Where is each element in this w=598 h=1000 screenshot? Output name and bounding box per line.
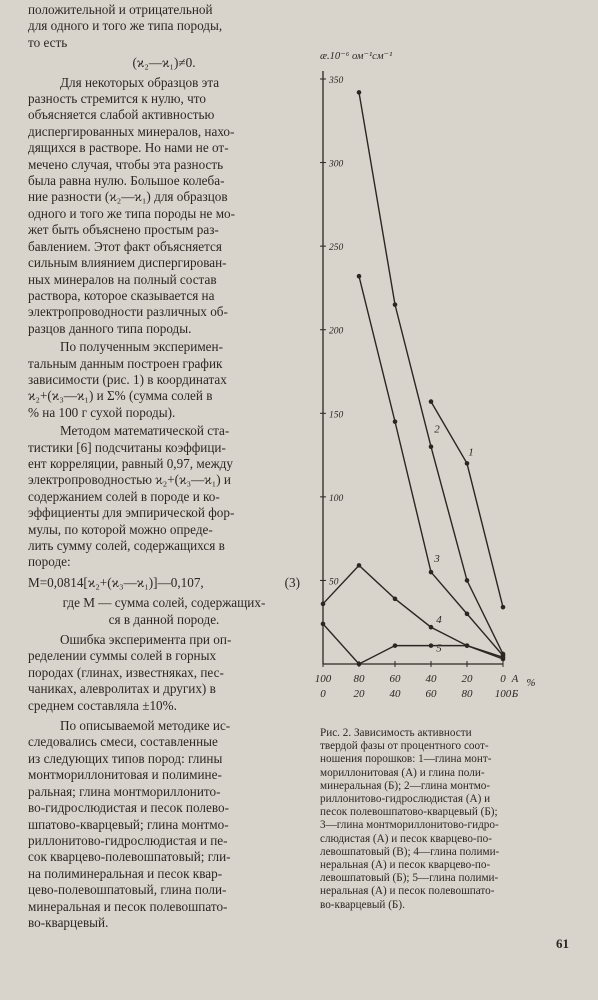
text-line: сок кварцево-полевошпатовый; гли- bbox=[28, 849, 231, 865]
text-line: раствора, которое сказывается на bbox=[28, 287, 215, 303]
series-point-3 bbox=[465, 612, 470, 617]
y-tick-label: 250 bbox=[329, 243, 344, 254]
y-tick-label: 150 bbox=[329, 410, 344, 421]
caption-line: ношения порошков: 1—глина монт- bbox=[320, 753, 492, 766]
text-line: зависимости (рис. 1) в координатах bbox=[28, 371, 227, 387]
text-line: мулы, по которой можно опреде- bbox=[28, 521, 213, 537]
paragraph-1 bbox=[28, 2, 300, 51]
series-point-4 bbox=[429, 625, 434, 630]
caption-line: минеральная (Б); 2—глина монтмо- bbox=[320, 779, 491, 792]
text-line: одного и того же типа породы не мо- bbox=[28, 205, 236, 221]
text-line: цево-полевошпатовый, глина поли- bbox=[28, 882, 227, 898]
caption-line: левошпатовый (Б); 5—глина полими- bbox=[320, 872, 499, 885]
figure-caption bbox=[320, 727, 566, 912]
series-line-5 bbox=[323, 624, 503, 664]
series-point-5 bbox=[321, 622, 326, 627]
figure-2 bbox=[308, 34, 570, 700]
text-line: из следующих типов пород: глины bbox=[28, 750, 223, 766]
series-label-3: 3 bbox=[434, 553, 440, 566]
series-point-3 bbox=[393, 419, 398, 424]
text-line: во-кварцевый. bbox=[28, 914, 109, 930]
formula-2-number: (3) bbox=[284, 574, 300, 590]
caption-line: Рис. 2. Зависимость активности bbox=[320, 727, 472, 739]
series-point-3 bbox=[429, 570, 434, 575]
text-line: ϰ₂+(ϰ₃—ϰ₁) и Σ% (сумма солей в bbox=[28, 388, 213, 404]
series-point-1 bbox=[501, 605, 506, 610]
series-point-5 bbox=[465, 643, 470, 648]
text-line: риллонитово-гидрослюдистая и пе- bbox=[28, 832, 228, 848]
text-line: породах (глинах, известняках, пес- bbox=[28, 664, 224, 680]
activity-chart bbox=[308, 34, 570, 700]
caption-line: неральная (А) и песок кварцево-по- bbox=[320, 859, 491, 872]
series-label-1: 1 bbox=[468, 446, 474, 459]
paragraph-4 bbox=[28, 423, 300, 571]
formula-2 bbox=[28, 575, 300, 591]
text-line: диспергированных минералов, нахо- bbox=[28, 123, 235, 139]
text-line: то есть bbox=[28, 34, 68, 50]
x-tick-label: 80 bbox=[461, 688, 473, 700]
text-line: где M — сумма солей, содержащих- bbox=[62, 595, 266, 611]
series-point-4 bbox=[393, 597, 398, 602]
text-line: мечено случая, чтобы эта разность bbox=[28, 156, 224, 172]
text-line: ределении суммы солей в горных bbox=[28, 648, 217, 664]
series-point-2 bbox=[357, 90, 362, 95]
y-tick-label: 50 bbox=[329, 577, 339, 588]
series-point-5 bbox=[357, 662, 362, 667]
text-line: ральная; глина монтмориллонито- bbox=[28, 783, 221, 799]
paragraph-6 bbox=[28, 632, 300, 714]
series-point-5 bbox=[429, 643, 434, 648]
series-point-5 bbox=[393, 643, 398, 648]
text-line: % на 100 г сухой породы). bbox=[28, 404, 176, 420]
y-tick-label: 350 bbox=[329, 76, 344, 86]
text-line: среднем составляла ±10%. bbox=[28, 697, 177, 713]
caption-line: песок полевошпатово-кварцевый (Б); bbox=[320, 806, 498, 819]
x-tick-label: 20 bbox=[461, 673, 473, 685]
text-line: во-гидрослюдистая и песок полево- bbox=[28, 800, 229, 816]
caption-line: во-кварцевый (Б). bbox=[320, 898, 405, 911]
caption-line: 3—глина монтмориллонитово-гидро- bbox=[320, 819, 499, 832]
paragraph-3 bbox=[28, 339, 300, 421]
series-point-4 bbox=[357, 563, 362, 568]
caption-line: мориллонитовая (А) и глина поли- bbox=[320, 766, 485, 779]
x-tick-label: 0 bbox=[500, 673, 506, 685]
x-tick-label: 80 bbox=[353, 673, 365, 685]
text-line: сильным влиянием диспергирован- bbox=[28, 255, 227, 271]
y-tick-label: 100 bbox=[329, 493, 344, 504]
caption-line: твердой фазы от процентного соот- bbox=[320, 740, 489, 753]
series-label-5: 5 bbox=[436, 642, 442, 655]
text-line: тальным данным построен график bbox=[28, 355, 223, 371]
text-line: ных минералов на полный состав bbox=[28, 271, 217, 287]
text-line: Методом математической ста- bbox=[60, 423, 230, 439]
series-line-1 bbox=[431, 402, 503, 608]
text-line: содержанием солей в породе и ко- bbox=[28, 488, 220, 504]
text-line: ент корреляции, равный 0,97, между bbox=[28, 455, 233, 471]
series-line-3 bbox=[359, 276, 503, 655]
text-line: электропроводностью ϰ₂+(ϰ₃—ϰ₁) и bbox=[28, 472, 231, 488]
x-tick-label: A bbox=[511, 673, 519, 685]
text-line: ся в данной породе. bbox=[108, 611, 220, 627]
x-tick-label: 60 bbox=[425, 688, 437, 700]
formula-1: (ϰ₂—ϰ₁)≠0. bbox=[132, 55, 196, 71]
text-line: бавлением. Этот факт объясняется bbox=[28, 238, 222, 254]
caption-line: слюдистая (А) и песок кварцево-по- bbox=[320, 832, 492, 845]
x-tick-label: 40 bbox=[425, 673, 437, 685]
series-label-2: 2 bbox=[434, 423, 440, 436]
text-line: минеральная и песок полевошпато- bbox=[28, 898, 228, 914]
text-line: шпатово-кварцевый; глина монтмо- bbox=[28, 816, 229, 832]
text-line: тистики [6] подсчитаны коэффици- bbox=[28, 439, 226, 455]
text-line: По описываемой методике ис- bbox=[60, 718, 231, 734]
series-point-2 bbox=[393, 302, 398, 307]
series-label-4: 4 bbox=[436, 614, 442, 627]
text-line: По полученным эксперимен- bbox=[60, 339, 223, 355]
x-tick-label: 0 bbox=[320, 688, 326, 700]
series-point-1 bbox=[429, 399, 434, 404]
x-axis-label: % bbox=[526, 677, 536, 689]
series-point-4 bbox=[321, 602, 326, 607]
text-line: монтмориллонитовая и полимине- bbox=[28, 767, 222, 783]
text-line: дящихся в растворе. Но нами не от- bbox=[28, 140, 229, 156]
text-line: жет быть объяснено простым раз- bbox=[28, 222, 219, 238]
text-line: лить сумму солей, содержащихся в bbox=[28, 538, 225, 553]
formula-2-expression: M=0,0814[ϰ₂+(ϰ₃—ϰ₁)]—0,107, bbox=[28, 574, 204, 590]
x-tick-label: 60 bbox=[389, 673, 401, 685]
x-tick-label: 40 bbox=[389, 688, 401, 700]
text-line: Для некоторых образцов эта bbox=[60, 74, 220, 90]
text-line: следовались смеси, составленные bbox=[28, 734, 218, 750]
series-point-3 bbox=[357, 274, 362, 279]
text-line: положительной и отрицательной bbox=[28, 2, 213, 17]
text-line: на полиминеральная и песок квар- bbox=[28, 865, 223, 881]
y-tick-label: 300 bbox=[329, 159, 344, 170]
text-line: для одного и того же типа породы, bbox=[28, 18, 223, 34]
series-point-1 bbox=[465, 461, 470, 466]
text-line: чаниках, алевролитах и других) в bbox=[28, 681, 216, 697]
body-text-column bbox=[28, 0, 300, 931]
y-axis-label: æ.10⁻⁶ ом⁻¹см⁻¹ bbox=[320, 51, 393, 62]
text-line: породе: bbox=[28, 554, 71, 570]
series-point-2 bbox=[465, 578, 470, 583]
text-line: разцов данного типа породы. bbox=[28, 320, 192, 336]
text-line: электропроводности различных об- bbox=[28, 304, 228, 320]
text-line: разность стремится к нулю, что bbox=[28, 91, 206, 107]
x-tick-label: 100 bbox=[314, 673, 332, 685]
paragraph-2 bbox=[28, 75, 300, 338]
x-tick-label: 20 bbox=[353, 688, 365, 700]
page-number: 61 bbox=[556, 936, 569, 951]
caption-line: неральная (А) и песок полевошпато- bbox=[320, 885, 495, 898]
caption-line: левошпатовый (В); 4—глина полими- bbox=[320, 845, 500, 858]
text-line: Ошибка эксперимента при оп- bbox=[60, 632, 232, 648]
paragraph-5 bbox=[28, 595, 300, 628]
x-tick-label: 100 bbox=[494, 688, 512, 700]
series-point-2 bbox=[429, 444, 434, 449]
text-line: ние разности (ϰ₂—ϰ₁) для образцов bbox=[28, 189, 228, 205]
series-point-5 bbox=[501, 655, 506, 660]
paragraph-7 bbox=[28, 718, 300, 931]
text-line: эффициенты для эмпирической фор- bbox=[28, 505, 235, 521]
y-tick-label: 200 bbox=[329, 326, 344, 337]
caption-line: риллонитово-гидрослюдистая (А) и bbox=[320, 793, 491, 806]
text-line: была равна нулю. Большое колеба- bbox=[28, 173, 225, 189]
text-line: объясняется слабой активностью bbox=[28, 107, 215, 123]
x-tick-label: Б bbox=[511, 688, 519, 700]
